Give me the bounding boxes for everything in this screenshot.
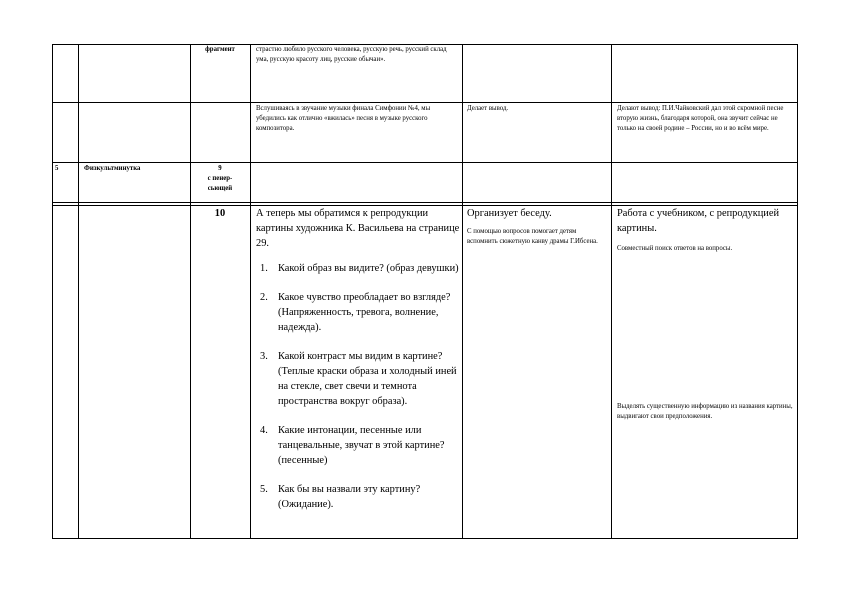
row3-number-cell: 5 <box>55 165 59 172</box>
list-item-number: 5. <box>260 484 268 495</box>
list-item <box>256 482 460 512</box>
table-border-right <box>797 44 798 539</box>
table-column-divider <box>462 44 463 539</box>
students-activity-title: Работа с учебником, с репродукцией картины. <box>617 208 780 234</box>
list-item-text: Как бы вы назвали эту картину? (Ожидание). <box>278 484 421 510</box>
table-column-divider <box>611 44 612 539</box>
list-item-number: 4. <box>260 425 268 436</box>
question-list <box>256 261 460 512</box>
list-item-number: 3. <box>260 351 268 362</box>
list-item-number: 1. <box>260 263 268 274</box>
row2-students-cell: Делают вывод: П.И.Чайковский дал этой скромной песне вторую жизнь, благодаря которой, она звучит сейчас не только на своей родине – России, но и во всём мире. <box>617 105 784 132</box>
row4-content-cell <box>256 206 460 536</box>
list-item <box>256 290 460 335</box>
table-border-left <box>52 44 53 539</box>
row3-time-cell: 9 с пенер- сьющей <box>207 165 233 192</box>
table-column-divider <box>78 44 79 539</box>
row2-content-cell: Вслушиваясь в звучание музыки финала Симфонии №4, мы убедились как отлично «вжилась» песня в музыке русского композитора. <box>256 105 431 132</box>
teacher-activity-title: Организует беседу. <box>467 208 552 219</box>
table-column-divider <box>250 44 251 539</box>
list-item-text: Какой контраст мы видим в картине? (Теплые краски образа и холодный иней на стекле, свет свечи и темнота пространства вокруг образа). <box>278 351 457 407</box>
list-item-text: Какое чувство преобладает во взгляде? (Напряженность, тревога, волнение, надежда). <box>278 292 451 333</box>
row4-time-cell: 10 <box>214 208 226 219</box>
list-item <box>256 261 460 276</box>
table-row-divider <box>52 162 798 163</box>
list-item-number: 2. <box>260 292 268 303</box>
table-row-divider <box>52 202 798 203</box>
row4-teacher-cell <box>467 206 607 536</box>
row2-teacher-cell: Делает вывод. <box>467 105 509 112</box>
teacher-activity-note: С помощью вопросов помогает детям вспомнить сюжетную канву драмы Г.Ибсена. <box>467 228 598 245</box>
table-border-bottom <box>52 538 798 539</box>
list-item-text: Какой образ вы видите? (образ девушки) <box>278 263 459 274</box>
row4-students-cell <box>617 206 795 536</box>
row1-fragment-cell: фрагмент <box>205 46 235 53</box>
list-item <box>256 423 460 468</box>
list-item-text: Какие интонации, песенные или танцевальные, звучат в этой картине? (песенные) <box>278 425 445 466</box>
students-activity-note-2: Выделять существенную информацию из названия картины, выдвигают свои предположения. <box>617 403 793 420</box>
students-activity-note: Совместный поиск ответов на вопросы. <box>617 245 733 252</box>
row3-stage-cell: Физкультминутка <box>84 165 141 172</box>
picture-intro: А теперь мы обратимся к репродукции картины художника К. Васильева на странице 29. <box>256 208 460 249</box>
table-column-divider <box>190 44 191 539</box>
table-row-divider <box>52 102 798 103</box>
list-item <box>256 349 460 409</box>
row1-content-cell: страстно любило русского человека, русскую речь, русский склад ума, русскую красоту лиц, русские обычаи». <box>256 46 447 63</box>
